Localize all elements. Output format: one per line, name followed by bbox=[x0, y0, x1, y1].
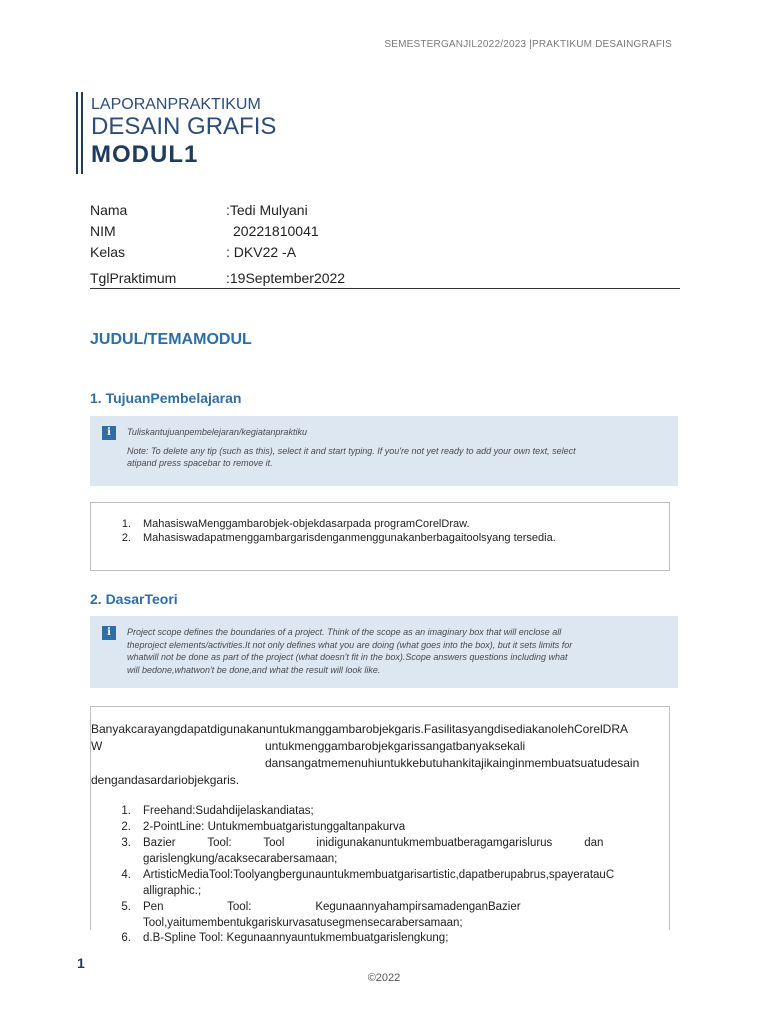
student-info bbox=[90, 200, 680, 290]
list-text-line: alligraphic.; bbox=[143, 885, 202, 897]
intro-text: Banyakcarayangdapatdigunakanuntukmanggambarobjekgaris.FasilitasyangdisediakanolehCorelDRA bbox=[91, 722, 628, 736]
list-number: 1. bbox=[121, 518, 131, 530]
info-label: NIM bbox=[90, 223, 116, 239]
intro-text: dengandasardariobjekgaris. bbox=[91, 773, 240, 787]
course-title: DESAIN GRAFIS bbox=[91, 113, 277, 140]
list-item bbox=[111, 835, 659, 867]
list-text-line: Bazier Tool: Tool inidigunakanuntukmembuatberagamgarislurus dan bbox=[143, 837, 604, 849]
tujuan-list bbox=[111, 517, 669, 545]
info-divider bbox=[90, 288, 680, 289]
list-text: Mahasiswadapatmenggambargarisdenganmenggunakanberbagaitoolsyang tersedia. bbox=[143, 532, 556, 544]
list-item bbox=[111, 819, 659, 835]
heading-dasar-teori: 2. DasarTeori bbox=[90, 591, 178, 607]
list-text: MahasiswaMenggambarobjek-objekdasarpada programCorelDraw. bbox=[143, 518, 470, 530]
tip-line: Tuliskantujuanpembelejaran/kegiatanpraktiku bbox=[127, 427, 307, 437]
list-text bbox=[143, 867, 614, 899]
tip-line: will bedone,whatwon't be done,and what the result will look like. bbox=[127, 664, 381, 675]
dasar-teori-content-box bbox=[90, 706, 670, 944]
list-number: 3. bbox=[121, 837, 131, 849]
list-text-line: ArtisticMediaTool:Toolyangbergunauntukmembuatgarisartistic,dapatberupabrus,spayeratauC bbox=[143, 869, 615, 881]
list-item bbox=[111, 931, 659, 945]
tool-list bbox=[91, 803, 659, 945]
list-text-line: Tool,yaitumembentukgariskurvasatusegmensecarabersamaan; bbox=[143, 917, 463, 929]
list-number: 4. bbox=[121, 869, 131, 881]
intro-line bbox=[91, 755, 659, 772]
info-row-tgl bbox=[90, 263, 680, 290]
tip-box-tujuan bbox=[90, 416, 678, 486]
tip-box-dasar-teori bbox=[90, 616, 678, 688]
intro-line bbox=[91, 738, 659, 755]
list-item bbox=[111, 867, 659, 899]
list-item bbox=[111, 531, 669, 545]
intro-text: untukmenggambarobjekgarissangatbanyaksekali bbox=[265, 739, 526, 753]
list-text-line: garislengkung/acaksecarabersamaan; bbox=[143, 853, 338, 865]
tip-line: atipand press spacebar to remove it. bbox=[127, 458, 273, 468]
info-label: Kelas bbox=[90, 244, 126, 260]
running-header: SEMESTERGANJIL2022/2023 |PRAKTIKUM DESAINGRAFIS bbox=[384, 39, 672, 50]
info-value: :19September2022 bbox=[226, 270, 346, 286]
intro-line bbox=[90, 721, 659, 738]
tujuan-content-box bbox=[90, 502, 670, 571]
list-text: Freehand:Sudahdijelaskandiatas; bbox=[143, 805, 314, 817]
page-number: 1 bbox=[77, 955, 85, 971]
list-item bbox=[111, 899, 659, 931]
list-text bbox=[143, 835, 603, 867]
list-text: d.B-Spline Tool: Kegunaannyauntukmembuatgarislengkung; bbox=[143, 932, 449, 944]
list-item bbox=[111, 517, 669, 531]
list-number: 1. bbox=[121, 805, 131, 817]
list-number: 5. bbox=[121, 901, 131, 913]
list-number: 2. bbox=[121, 532, 131, 544]
info-label: Nama bbox=[90, 202, 128, 218]
info-value: : DKV22 -A bbox=[226, 244, 297, 260]
tip-line: theproject elements/activities.It not only defines what you are doing (what goes into the box), but it sets limits for bbox=[127, 639, 573, 650]
footer-copyright: ©2022 bbox=[367, 972, 401, 984]
list-text bbox=[143, 899, 521, 931]
tip-line: Project scope defines the boundaries of a project. Think of the scope as an imaginary box that will enclose all bbox=[127, 627, 562, 637]
info-row-kelas bbox=[90, 242, 680, 263]
module-title: MODUL1 bbox=[91, 141, 199, 168]
tip-line: whatwill not be done as part of the project (what doesn't fit in the box).Scope answers questions including what bbox=[127, 652, 568, 662]
title-block bbox=[76, 92, 276, 174]
info-label: TglPraktimum bbox=[90, 270, 177, 286]
section-title: JUDUL/TEMAMODUL bbox=[90, 331, 252, 348]
info-value: 20221810041 bbox=[233, 223, 319, 239]
tip-line: Note: To delete any tip (such as this), select it and start typing. If you're not yet ready to add your own text, select bbox=[127, 445, 576, 456]
report-kicker: LAPORANPRAKTIKUM bbox=[91, 96, 261, 113]
list-number: 2. bbox=[121, 821, 131, 833]
info-icon: i bbox=[102, 426, 116, 440]
list-text: 2-PointLine: Untukmembuatgaristunggaltanpakurva bbox=[143, 821, 406, 833]
heading-tujuan: 1. TujuanPembelajaran bbox=[90, 390, 242, 406]
info-row-nim bbox=[90, 221, 680, 242]
info-icon: i bbox=[102, 626, 116, 640]
list-item bbox=[111, 803, 659, 819]
intro-text: W bbox=[91, 739, 103, 753]
info-row-nama bbox=[90, 200, 680, 221]
info-value: :Tedi Mulyani bbox=[226, 202, 308, 218]
intro-text: dansangatmemenuhiuntukkebutuhankitajikainginmembuatsuatudesain bbox=[265, 756, 640, 770]
list-number: 6. bbox=[121, 932, 131, 944]
list-text-line: Pen Tool: KegunaannyahampirsamadenganBazier bbox=[143, 901, 521, 913]
intro-line bbox=[91, 772, 659, 789]
